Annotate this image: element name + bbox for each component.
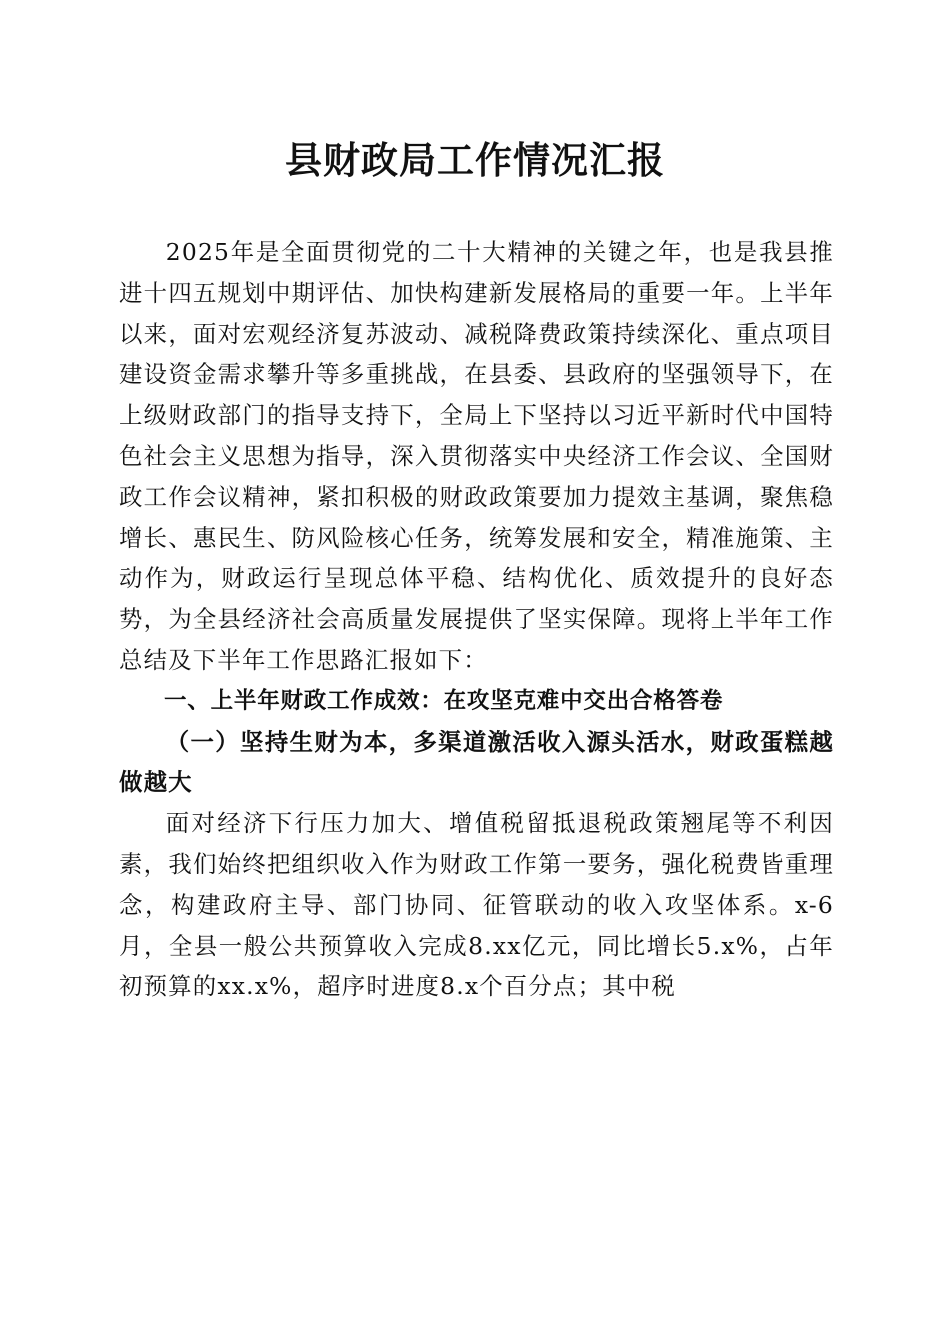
document-title: 县财政局工作情况汇报 <box>285 138 665 182</box>
intro-paragraph: 2025年是全面贯彻党的二十大精神的关键之年，也是我县推进十四五规划中期评估、加快构建新发展格局的重要一年。上半年以来，面对宏观经济复苏波动、减税降费政策持续深化、重点项目建设资金需求攀升等多重挑战，在县委、县政府的坚强领导下，在上级财政部门的指导支持下，全局上下坚持以习近平新时代中国特色社会主义思想为指导，深入贯彻落实中央经济工作会议、全国财政工作会议精神，紧扣积极的财政政策要加力提效主基调，聚焦稳增长、惠民生、防风险核心任务，统筹发展和安全，精准施策、主动作为，财政运行呈现总体平稳、结构优化、质效提升的良好态势，为全县经济社会高质量发展提供了坚实保障。现将上半年工作总结及下半年工作思路汇报如下： <box>119 238 834 674</box>
document-body <box>119 232 834 1007</box>
subsection-paragraph-1: 面对经济下行压力加大、增值税留抵退税政策翘尾等不利因素，我们始终把组织收入作为财政工作第一要务，强化税费皆重理念，构建政府主导、部门协同、征管联动的收入攻坚体系。x-6月，全县一般公共预算收入完成8.xx亿元，同比增长5.x%，占年初预算的xx.x%，超序时进度8.x个百分点；其中税 <box>119 809 834 1001</box>
subsection-heading-1: （一）坚持生财为本，多渠道激活收入源头活水，财政蛋糕越做越大 <box>119 727 834 797</box>
section-heading-1: 一、上半年财政工作成效：在攻坚克难中交出合格答卷 <box>164 687 724 714</box>
